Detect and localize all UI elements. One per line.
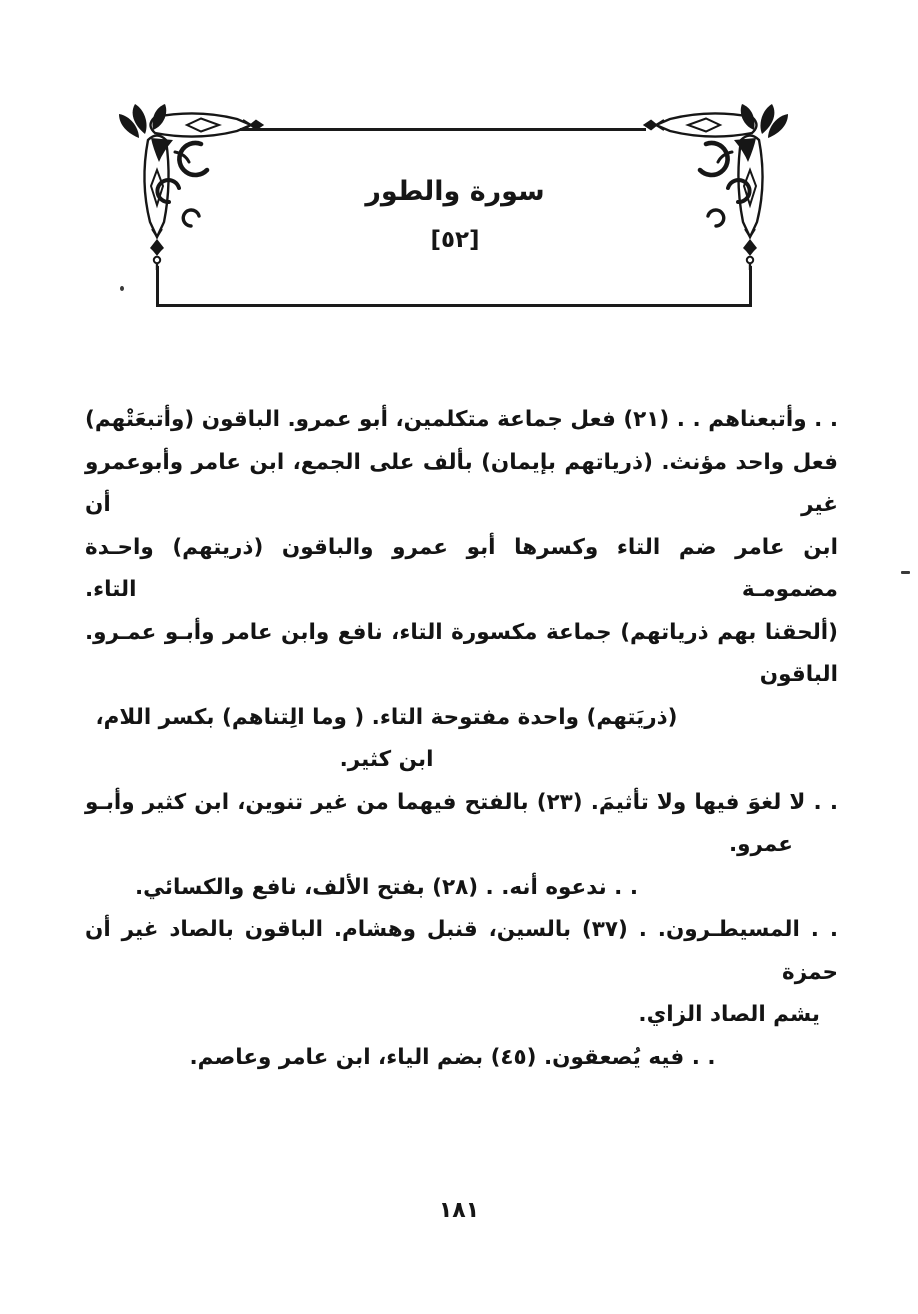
page-number: ١٨١: [438, 1198, 480, 1223]
frame-bottom-rule: [156, 304, 752, 307]
body-line-9: . . المسيطـرون. . (٣٧) بالسين، قنبل وهشام. الباقون بالصاد غير أن حمزة: [85, 917, 838, 985]
scan-speck: [120, 286, 124, 291]
body-line-7: عمرو.: [728, 832, 793, 857]
scan-speck: [901, 571, 910, 574]
frame-top-rule: [240, 128, 646, 131]
body-line-1: . . وأتبعناهم . . (٢١) فعل جماعة متكلمين، أبو عمرو. الباقون (وأتبعَتْهم): [85, 407, 838, 432]
body-line-5: (ذريَتهم) واحدة مفتوحة التاء. ( وما الِتناهم) بكسر اللام، ابن كثير.: [95, 704, 678, 772]
body-line-6: . . لا لغوَ فيها ولا تأثيمَ. (٢٣) بالفتح فيهما من غير تنوين، ابن كثير وأبـو: [85, 789, 838, 815]
surah-number: [٥٢]: [430, 227, 480, 253]
body-text-block: [85, 399, 838, 1079]
body-line-11: . . فيه يُصعقون. (٤٥) بضم الياء، ابن عامر وعاصم.: [189, 1044, 716, 1070]
body-line-2: فعل واحد مؤنث. (ذرياتهم بإيمان) بألف على الجمع، ابن عامر وأبوعمرو غير أن: [85, 449, 838, 517]
body-line-8: . . ندعوه أنه. . (٢٨) بفتح الألف، نافع والكسائي.: [135, 874, 638, 900]
body-line-10: يشم الصاد الزاي.: [638, 1002, 820, 1027]
frame-right-rule: [749, 266, 752, 307]
body-line-4: (ألحقنا بهم ذرياتهم) جماعة مكسورة التاء، نافع وابن عامر وأبـو عمـرو. الباقون: [85, 619, 838, 687]
frame-left-rule: [156, 266, 159, 307]
body-line-3: ابن عامر ضم التاء وكسرها أبو عمرو والباقون (ذريتهم) واحـدة مضمومـة التاء.: [85, 534, 838, 602]
surah-title: سورة والطور: [365, 176, 545, 207]
